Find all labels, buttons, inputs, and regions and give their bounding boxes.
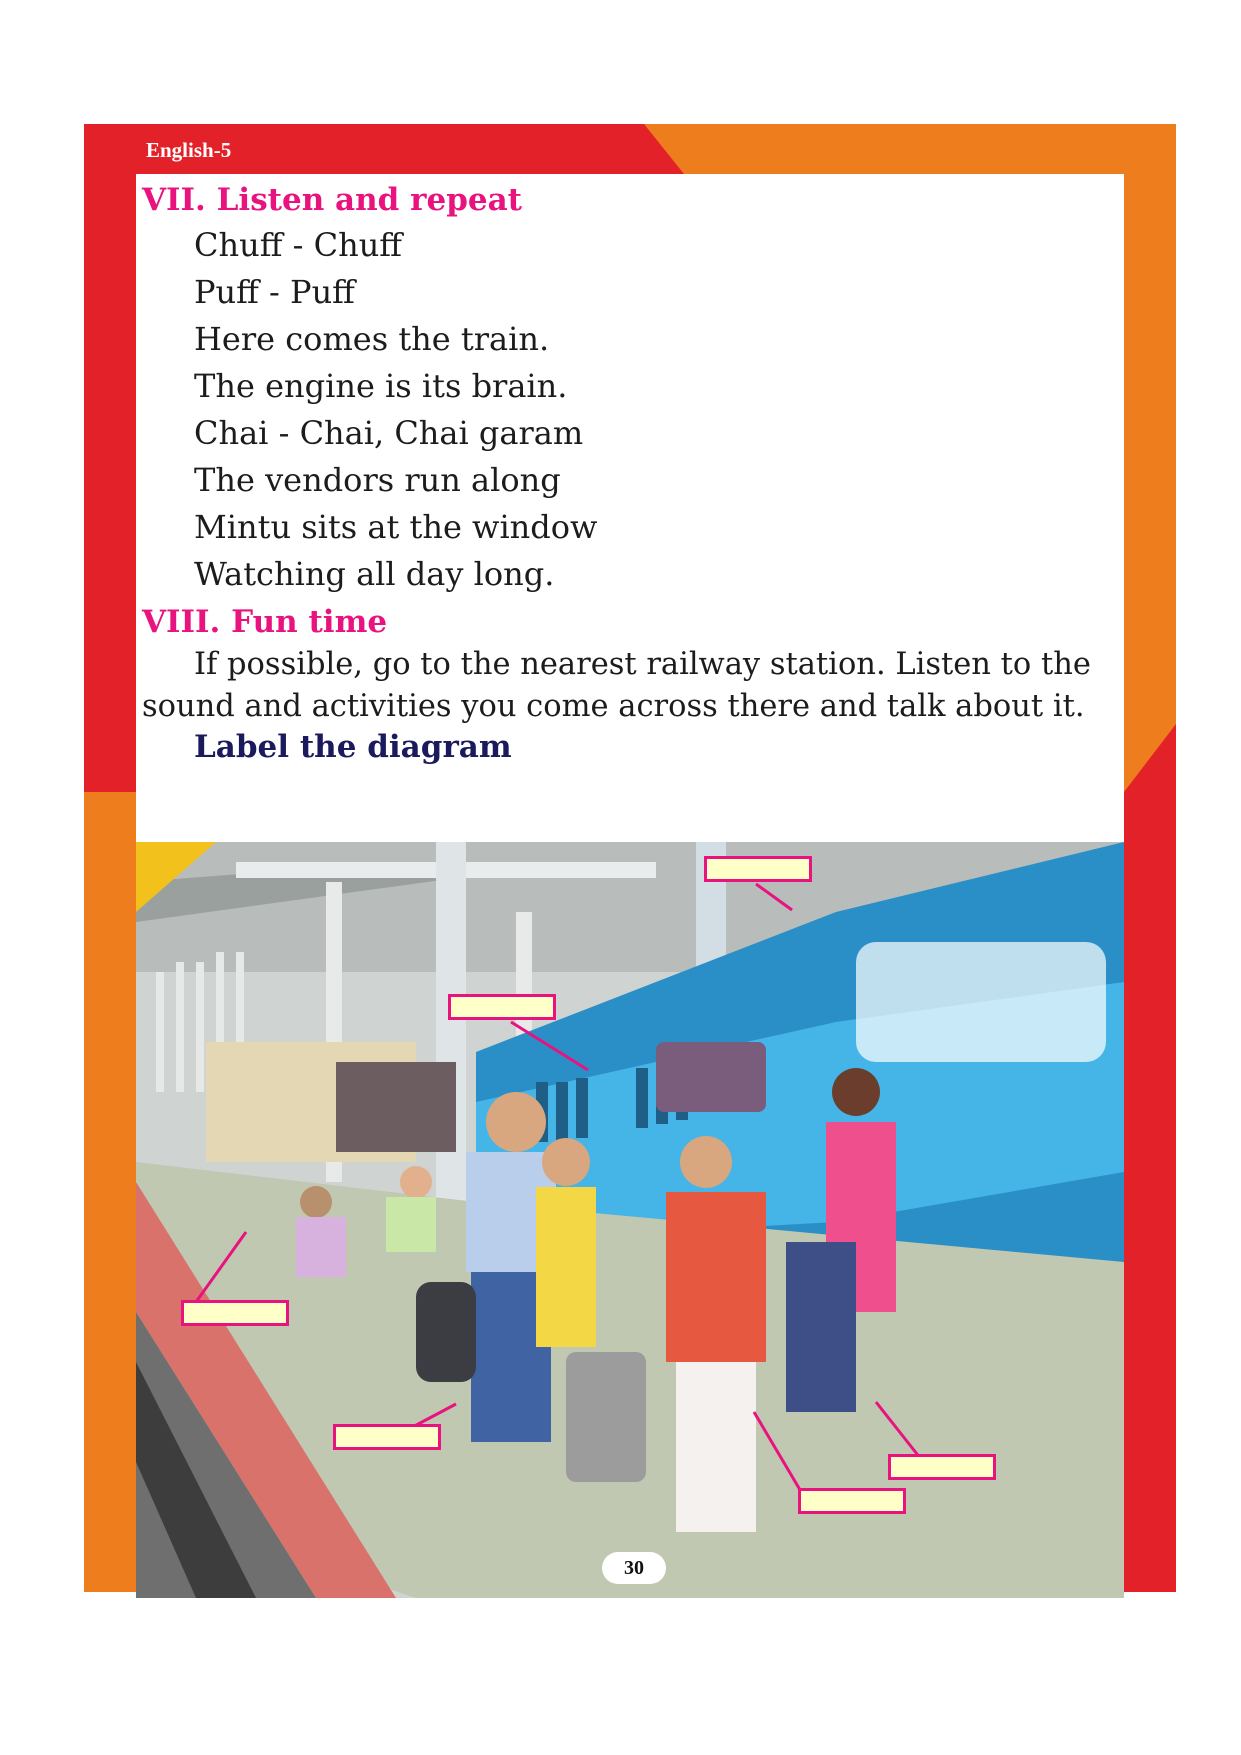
page-content (136, 174, 1124, 1536)
poem-line: The engine is its brain. (194, 367, 568, 405)
book-title-label: English-5 (146, 138, 232, 162)
label-diagram-heading: Label the diagram (194, 729, 512, 765)
poem-line: Chai - Chai, Chai garam (194, 414, 584, 452)
poem-line: Puff - Puff (194, 273, 355, 311)
label-box-engine[interactable] (704, 856, 812, 882)
railway-station-illustration (136, 842, 1124, 1598)
page-frame (84, 124, 1176, 1592)
section-8-heading: VIII. Fun time (142, 604, 388, 640)
bag-black (416, 1282, 476, 1382)
label-box-luggage[interactable] (888, 1454, 996, 1480)
station-scene (136, 842, 1124, 1598)
poem-line: Here comes the train. (194, 320, 550, 358)
section-7-heading: VII. Listen and repeat (142, 182, 522, 218)
page-number: 30 (602, 1552, 666, 1584)
poem-line: Chuff - Chuff (194, 226, 403, 264)
poem-line: Mintu sits at the window (194, 508, 598, 546)
label-box-platform[interactable] (181, 1300, 289, 1326)
poem-line: The vendors run along (194, 461, 561, 499)
person-girl-yellow (536, 1138, 596, 1347)
suitcase-grey (566, 1352, 646, 1482)
label-box-passenger[interactable] (333, 1424, 441, 1450)
poem-line: Watching all day long. (194, 555, 555, 593)
label-box-porter[interactable] (798, 1488, 906, 1514)
label-box-vendor[interactable] (448, 994, 556, 1020)
fun-time-paragraph: If possible, go to the nearest railway station. Listen to the sound and activities you come across there and talk about it. (142, 647, 1091, 724)
